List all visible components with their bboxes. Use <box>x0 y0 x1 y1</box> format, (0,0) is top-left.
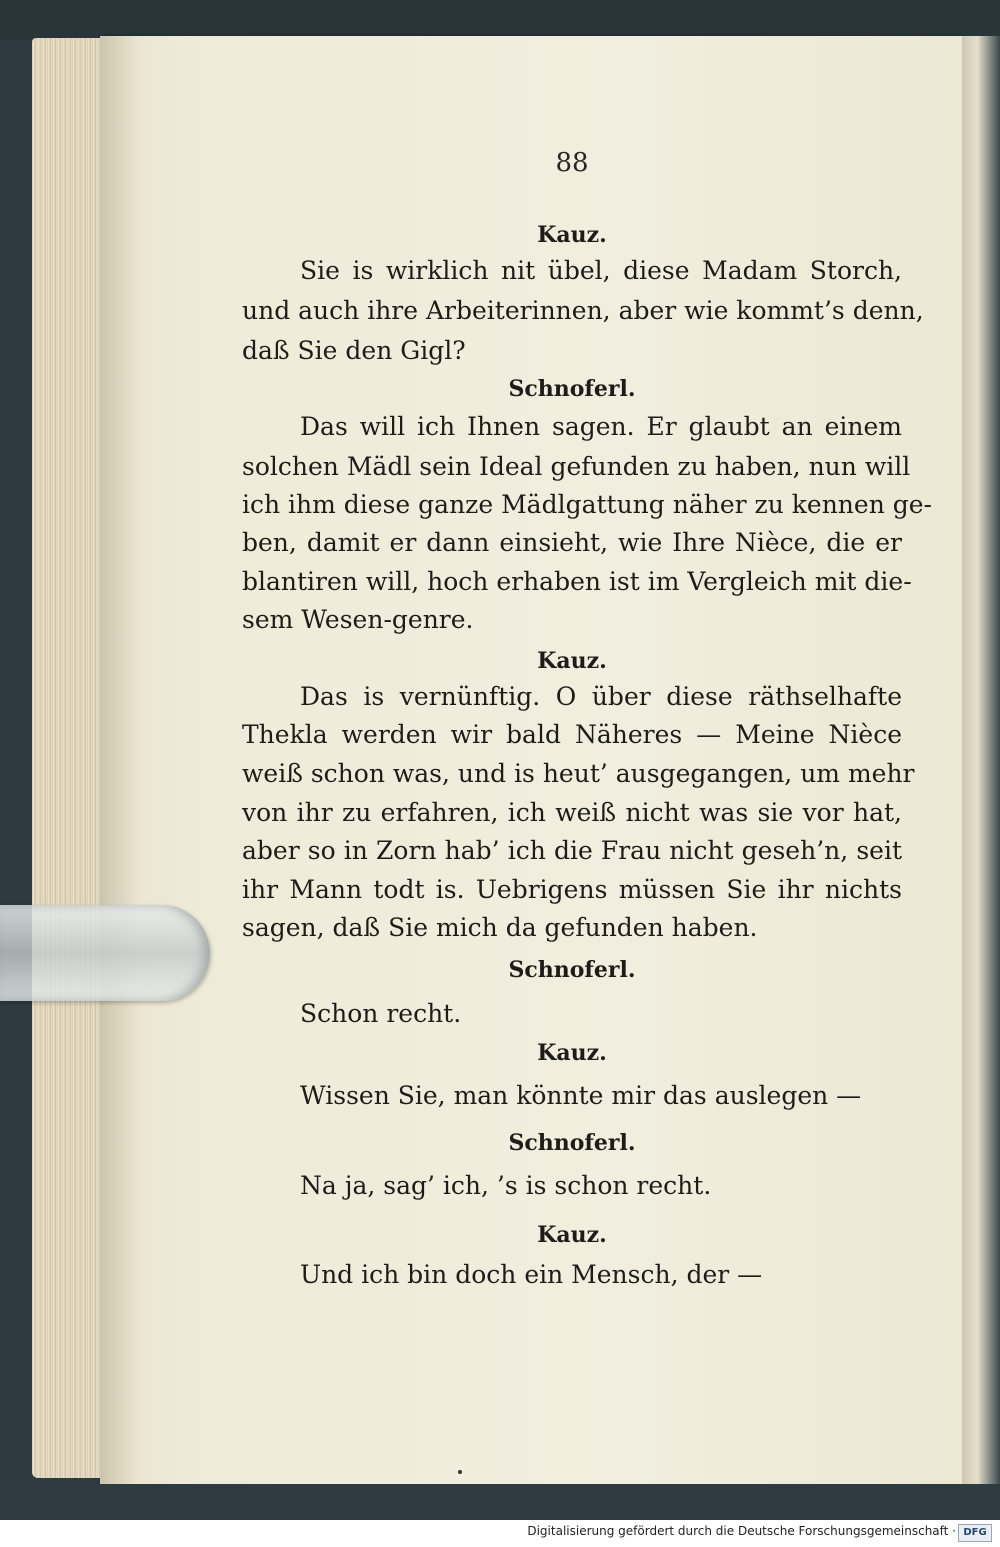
page-number: 88 <box>555 148 589 178</box>
text-line: Und ich bin doch ein Mensch, der — <box>300 1260 763 1289</box>
page-right-edge <box>962 36 1000 1484</box>
speaker-name: Kauz. <box>537 648 607 674</box>
speaker-name: Schnoferl. <box>508 376 636 402</box>
text-line: daß Sie den Gigl? <box>242 336 466 365</box>
text-line: ihr Mann todt is. Uebrigens müssen Sie ihr nichts <box>242 875 902 904</box>
text-line: von ihr zu erfahren, ich weiß nicht was sie vor hat, <box>242 798 902 827</box>
text-line: Das is vernünftig. O über diese räthselhafte <box>300 682 902 711</box>
speaker-name: Kauz. <box>537 222 607 248</box>
text-line: ben, damit er dann einsieht, wie Ihre Nièce, die er <box>242 528 902 557</box>
funding-notice: Digitalisierung gefördert durch die Deutsche Forschungsgemeinschaft · <box>527 1524 956 1538</box>
text-line: sem Wesen-genre. <box>242 605 474 634</box>
page-holder-clip <box>0 905 210 1001</box>
text-line: Na ja, sag’ ich, ’s is schon recht. <box>300 1171 712 1200</box>
ink-speck <box>458 1470 462 1474</box>
text-line: Sie is wirklich nit übel, diese Madam Storch, <box>300 256 902 285</box>
text-line: weiß schon was, und is heut’ ausgegangen, um mehr <box>242 759 915 788</box>
dfg-logo-icon: DFG <box>958 1524 992 1542</box>
text-line: und auch ihre Arbeiterinnen, aber wie kommt’s denn, <box>242 296 924 325</box>
speaker-name: Schnoferl. <box>508 957 636 983</box>
text-line: Das will ich Ihnen sagen. Er glaubt an einem <box>300 412 902 441</box>
text-line: ich ihm diese ganze Mädlgattung näher zu kennen ge- <box>242 490 932 519</box>
text-line: Thekla werden wir bald Näheres — Meine Nièce <box>242 720 902 749</box>
speaker-name: Schnoferl. <box>508 1130 636 1156</box>
speaker-name: Kauz. <box>537 1222 607 1248</box>
text-line: Wissen Sie, man könnte mir das auslegen — <box>300 1081 862 1110</box>
text-line: solchen Mädl sein Ideal gefunden zu haben, nun will <box>242 452 911 481</box>
text-line: blantiren will, hoch erhaben ist im Vergleich mit die- <box>242 567 912 596</box>
scan-background-bottom <box>0 1484 1000 1520</box>
text-line: sagen, daß Sie mich da gefunden haben. <box>242 913 758 942</box>
scan-background-top <box>0 0 1000 40</box>
text-line: Schon recht. <box>300 999 462 1028</box>
text-line: aber so in Zorn hab’ ich die Frau nicht geseh’n, seit <box>242 836 902 865</box>
speaker-name: Kauz. <box>537 1040 607 1066</box>
page-gutter-shadow <box>100 36 140 1484</box>
